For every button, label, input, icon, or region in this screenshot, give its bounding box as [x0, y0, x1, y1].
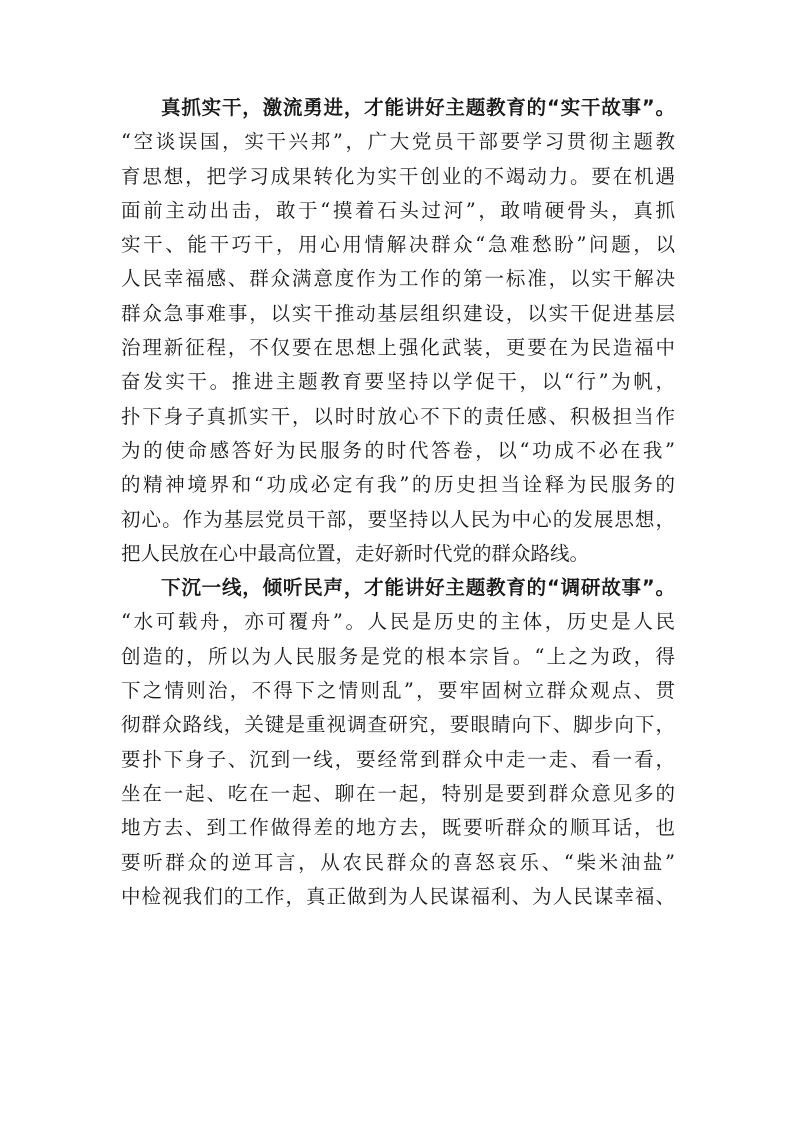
body-line: 创造的，所以为人民服务是党的根本宗旨。“上之为政，得 — [121, 644, 675, 668]
body-line: 实干、能干巧干，用心用情解决群众“急难愁盼”问题，以 — [121, 233, 675, 257]
body-line: 中检视我们的工作，真正做到为人民谋福利、为人民谋幸福、 — [121, 884, 675, 908]
body-line: 下之情则治，不得下之情则乱”，要牢固树立群众观点、贯 — [121, 679, 675, 703]
body-line: “水可载舟，亦可覆舟”。人民是历史的主体，历史是人民 — [121, 610, 675, 634]
body-line: 群众急事难事，以实干推动基层组织建设，以实干促进基层 — [121, 301, 675, 325]
body-line: 奋发实干。推进主题教育要坚持以学促干，以“行”为帆， — [121, 370, 675, 394]
document-page — [121, 91, 675, 914]
section-heading: 下沉一线，倾听民声，才能讲好主题教育的“调研故事”。 — [161, 576, 675, 600]
section-heading: 真抓实干，激流勇进，才能讲好主题教育的“实干故事”。 — [161, 96, 675, 119]
body-line: 扑下身子真抓实干，以时时放心不下的责任感、积极担当作 — [121, 404, 675, 428]
body-line: 人民幸福感、群众满意度作为工作的第一标准，以实干解决 — [121, 267, 675, 291]
body-line: 要扑下身子、沉到一线，要经常到群众中走一走、看一看， — [121, 747, 675, 771]
body-line: 坐在一起、吃在一起、聊在一起，特别是要到群众意见多的 — [121, 781, 675, 805]
body-line: 的精神境界和“功成必定有我”的历史担当诠释为民服务的 — [121, 473, 675, 497]
body-line: 育思想，把学习成果转化为实干创业的不竭动力。要在机遇 — [121, 164, 675, 188]
body-line: 彻群众路线，关键是重视调查研究，要眼睛向下、脚步向下， — [121, 713, 675, 737]
body-line: 治理新征程，不仅要在思想上强化武装，更要在为民造福中 — [121, 336, 675, 360]
body-line: 面前主动出击，敢于“摸着石头过河”，敢啃硬骨头，真抓 — [121, 198, 675, 222]
body-line: 地方去、到工作做得差的地方去，既要听群众的顺耳话，也 — [121, 816, 675, 840]
body-line: 初心。作为基层党员干部，要坚持以人民为中心的发展思想， — [121, 507, 675, 531]
body-line: 为的使命感答好为民服务的时代答卷，以“功成不必在我” — [121, 438, 675, 462]
body-line: 把人民放在心中最高位置，走好新时代党的群众路线。 — [121, 541, 590, 565]
body-line: 要听群众的逆耳言，从农民群众的喜怒哀乐、“柴米油盐” — [121, 850, 675, 874]
body-line: “空谈误国，实干兴邦”，广大党员干部要学习贯彻主题教 — [121, 130, 675, 154]
